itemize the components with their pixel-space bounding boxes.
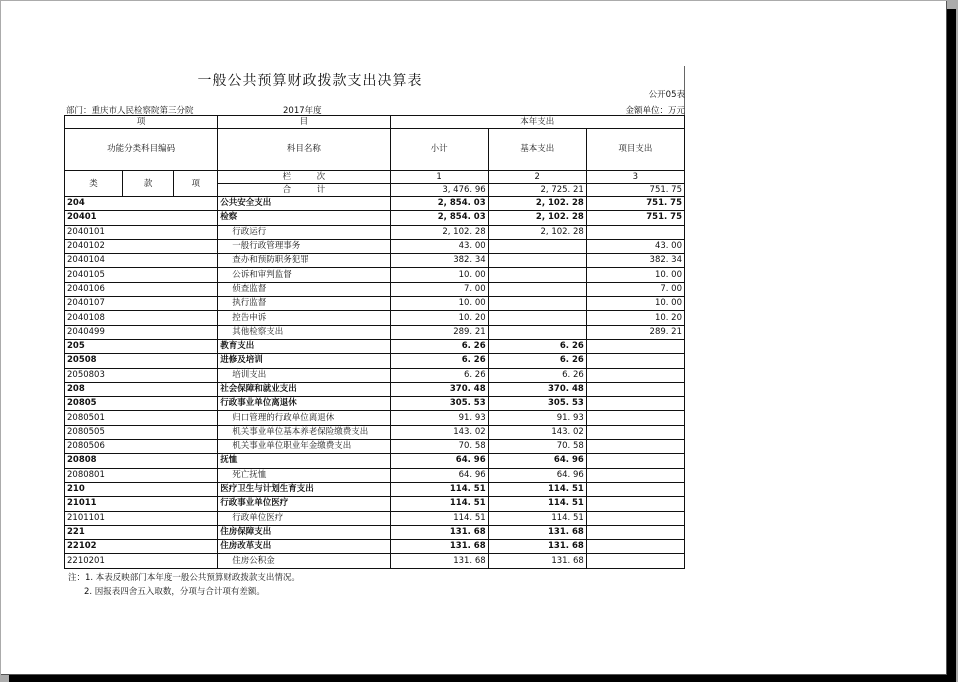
header-code: 功能分类科目编码 [65, 129, 218, 171]
row-basic: 370. 48 [488, 382, 586, 396]
header-col3: 3 [586, 171, 684, 184]
table-row [65, 197, 685, 211]
row-code: 20805 [65, 397, 218, 411]
row-subtotal: 143. 02 [390, 425, 488, 439]
row-name: 公诉和审判监督 [218, 268, 390, 282]
row-name: 检察 [218, 211, 390, 225]
row-project [586, 368, 684, 382]
row-name: 教育支出 [218, 339, 390, 353]
row-basic: 2, 102. 28 [488, 197, 586, 211]
row-name: 公共安全支出 [218, 197, 390, 211]
table-row [65, 282, 685, 296]
table-row [65, 411, 685, 425]
expenditure-table [64, 115, 685, 569]
row-name: 住房保障支出 [218, 525, 390, 539]
row-basic [488, 239, 586, 253]
total-label: 合 计 [218, 184, 390, 197]
row-basic: 70. 58 [488, 440, 586, 454]
row-code: 204 [65, 197, 218, 211]
row-subtotal: 64. 96 [390, 454, 488, 468]
header-row-1 [65, 116, 685, 129]
row-basic: 114. 51 [488, 511, 586, 525]
table-row [65, 354, 685, 368]
row-subtotal: 114. 51 [390, 482, 488, 496]
row-subtotal: 382. 34 [390, 254, 488, 268]
row-name: 控告申诉 [218, 311, 390, 325]
row-name: 死亡抚恤 [218, 468, 390, 482]
row-subtotal: 43. 00 [390, 239, 488, 253]
header-row-3 [65, 171, 685, 184]
row-basic: 6. 26 [488, 354, 586, 368]
row-basic: 6. 26 [488, 339, 586, 353]
table-row [65, 297, 685, 311]
page-shadow-bottom [9, 675, 956, 682]
row-subtotal: 114. 51 [390, 497, 488, 511]
row-code: 2080505 [65, 425, 218, 439]
amount-unit: 金额单位：万元 [625, 106, 685, 116]
row-project [586, 525, 684, 539]
table-row [65, 225, 685, 239]
row-code: 2040108 [65, 311, 218, 325]
row-code: 2080801 [65, 468, 218, 482]
table-row [65, 254, 685, 268]
row-code: 2040106 [65, 282, 218, 296]
table-row [65, 339, 685, 353]
row-basic: 6. 26 [488, 368, 586, 382]
row-project [586, 468, 684, 482]
table-row [65, 468, 685, 482]
row-name: 社会保障和就业支出 [218, 382, 390, 396]
row-subtotal: 2, 854. 03 [390, 197, 488, 211]
header-mu: 目 [218, 116, 390, 129]
page-shadow-right [947, 9, 956, 682]
row-subtotal: 10. 00 [390, 297, 488, 311]
row-project [586, 339, 684, 353]
table-row [65, 368, 685, 382]
row-subtotal: 6. 26 [390, 354, 488, 368]
header-lei: 类 [65, 171, 123, 197]
row-subtotal: 6. 26 [390, 368, 488, 382]
row-project [586, 425, 684, 439]
table-row [65, 239, 685, 253]
row-project: 43. 00 [586, 239, 684, 253]
table-row [65, 268, 685, 282]
row-subtotal: 131. 68 [390, 540, 488, 554]
row-code: 2040102 [65, 239, 218, 253]
footnote-1: 注：1. 本表反映部门本年度一般公共预算财政拨款支出情况。 [68, 573, 300, 583]
row-name: 抚恤 [218, 454, 390, 468]
row-project [586, 354, 684, 368]
table-row [65, 325, 685, 339]
row-project [586, 497, 684, 511]
table-row [65, 382, 685, 396]
row-code: 22102 [65, 540, 218, 554]
row-basic: 131. 68 [488, 525, 586, 539]
row-name: 一般行政管理事务 [218, 239, 390, 253]
row-code: 2101101 [65, 511, 218, 525]
row-name: 住房改革支出 [218, 540, 390, 554]
row-code: 2040107 [65, 297, 218, 311]
row-name: 行政单位医疗 [218, 511, 390, 525]
row-code: 2050803 [65, 368, 218, 382]
row-basic [488, 325, 586, 339]
table-row [65, 425, 685, 439]
header-item: 项 [65, 116, 218, 129]
total-basic: 2, 725. 21 [488, 184, 586, 197]
row-name: 机关事业单位职业年金缴费支出 [218, 440, 390, 454]
row-code: 2080501 [65, 411, 218, 425]
row-project [586, 511, 684, 525]
row-basic [488, 297, 586, 311]
row-project: 751. 75 [586, 197, 684, 211]
department-label: 部门：重庆市人民检察院第三分院 [66, 106, 194, 116]
row-basic [488, 282, 586, 296]
row-name: 行政运行 [218, 225, 390, 239]
row-project [586, 382, 684, 396]
table-row [65, 511, 685, 525]
row-name: 归口管理的行政单位离退休 [218, 411, 390, 425]
row-name: 行政事业单位离退休 [218, 397, 390, 411]
row-basic [488, 268, 586, 282]
row-name: 行政事业单位医疗 [218, 497, 390, 511]
row-project: 751. 75 [586, 211, 684, 225]
row-name: 医疗卫生与计划生育支出 [218, 482, 390, 496]
row-project: 10. 00 [586, 297, 684, 311]
row-subtotal: 289. 21 [390, 325, 488, 339]
row-name: 进修及培训 [218, 354, 390, 368]
row-basic: 2, 102. 28 [488, 211, 586, 225]
row-name: 查办和预防职务犯罪 [218, 254, 390, 268]
header-name: 科目名称 [218, 129, 390, 171]
row-code: 2040105 [65, 268, 218, 282]
table-row [65, 397, 685, 411]
row-project [586, 225, 684, 239]
header-col2: 2 [488, 171, 586, 184]
fiscal-year: 2017年度 [283, 106, 322, 116]
row-project: 289. 21 [586, 325, 684, 339]
row-basic: 91. 93 [488, 411, 586, 425]
row-subtotal: 2, 102. 28 [390, 225, 488, 239]
row-basic: 131. 68 [488, 554, 586, 568]
row-basic [488, 254, 586, 268]
footnote-2: 2. 因报表四舍五入取数，分项与合计项有差额。 [84, 587, 265, 597]
row-subtotal: 10. 20 [390, 311, 488, 325]
header-basic: 基本支出 [488, 129, 586, 171]
row-code: 2080506 [65, 440, 218, 454]
row-project [586, 397, 684, 411]
row-subtotal: 70. 58 [390, 440, 488, 454]
report-title: 一般公共预算财政拨款支出决算表 [197, 73, 423, 89]
header-xiang: 项 [174, 171, 218, 197]
row-project: 10. 20 [586, 311, 684, 325]
row-subtotal: 131. 68 [390, 554, 488, 568]
row-code: 2040499 [65, 325, 218, 339]
row-code: 2210201 [65, 554, 218, 568]
row-basic: 143. 02 [488, 425, 586, 439]
total-subtotal: 3, 476. 96 [390, 184, 488, 197]
header-row-2 [65, 129, 685, 171]
table-row [65, 454, 685, 468]
row-project [586, 540, 684, 554]
row-code: 205 [65, 339, 218, 353]
row-subtotal: 370. 48 [390, 382, 488, 396]
row-name: 侦查监督 [218, 282, 390, 296]
header-kuan: 款 [123, 171, 174, 197]
row-subtotal: 6. 26 [390, 339, 488, 353]
row-project [586, 482, 684, 496]
table-row [65, 440, 685, 454]
row-project: 10. 00 [586, 268, 684, 282]
row-basic: 64. 96 [488, 468, 586, 482]
row-name: 机关事业单位基本养老保险缴费支出 [218, 425, 390, 439]
row-subtotal: 2, 854. 03 [390, 211, 488, 225]
row-code: 210 [65, 482, 218, 496]
form-number: 公开05表 [648, 90, 685, 100]
row-basic: 64. 96 [488, 454, 586, 468]
footnotes [68, 571, 300, 599]
row-basic: 114. 51 [488, 497, 586, 511]
row-basic: 2, 102. 28 [488, 225, 586, 239]
table-row [65, 525, 685, 539]
header-col1: 1 [390, 171, 488, 184]
header-lanci: 栏 次 [218, 171, 390, 184]
row-code: 20401 [65, 211, 218, 225]
row-subtotal: 64. 96 [390, 468, 488, 482]
row-subtotal: 114. 51 [390, 511, 488, 525]
row-code: 208 [65, 382, 218, 396]
row-code: 2040101 [65, 225, 218, 239]
row-name: 其他检察支出 [218, 325, 390, 339]
header-subtotal: 小计 [390, 129, 488, 171]
header-project: 项目支出 [586, 129, 684, 171]
total-project: 751. 75 [586, 184, 684, 197]
table-row [65, 540, 685, 554]
row-basic: 114. 51 [488, 482, 586, 496]
row-project [586, 440, 684, 454]
row-project [586, 454, 684, 468]
row-subtotal: 131. 68 [390, 525, 488, 539]
row-code: 221 [65, 525, 218, 539]
row-name: 执行监督 [218, 297, 390, 311]
row-project [586, 411, 684, 425]
row-name: 住房公积金 [218, 554, 390, 568]
row-code: 20808 [65, 454, 218, 468]
row-subtotal: 10. 00 [390, 268, 488, 282]
table-row [65, 311, 685, 325]
row-project: 7. 00 [586, 282, 684, 296]
row-name: 培训支出 [218, 368, 390, 382]
row-project: 382. 34 [586, 254, 684, 268]
row-subtotal: 7. 00 [390, 282, 488, 296]
header-current-year: 本年支出 [390, 116, 685, 129]
table-row [65, 554, 685, 568]
table-row [65, 211, 685, 225]
table-row [65, 482, 685, 496]
row-basic: 131. 68 [488, 540, 586, 554]
row-subtotal: 91. 93 [390, 411, 488, 425]
row-code: 20508 [65, 354, 218, 368]
row-project [586, 554, 684, 568]
row-basic: 305. 53 [488, 397, 586, 411]
row-code: 21011 [65, 497, 218, 511]
table-row [65, 497, 685, 511]
row-basic [488, 311, 586, 325]
row-code: 2040104 [65, 254, 218, 268]
row-subtotal: 305. 53 [390, 397, 488, 411]
